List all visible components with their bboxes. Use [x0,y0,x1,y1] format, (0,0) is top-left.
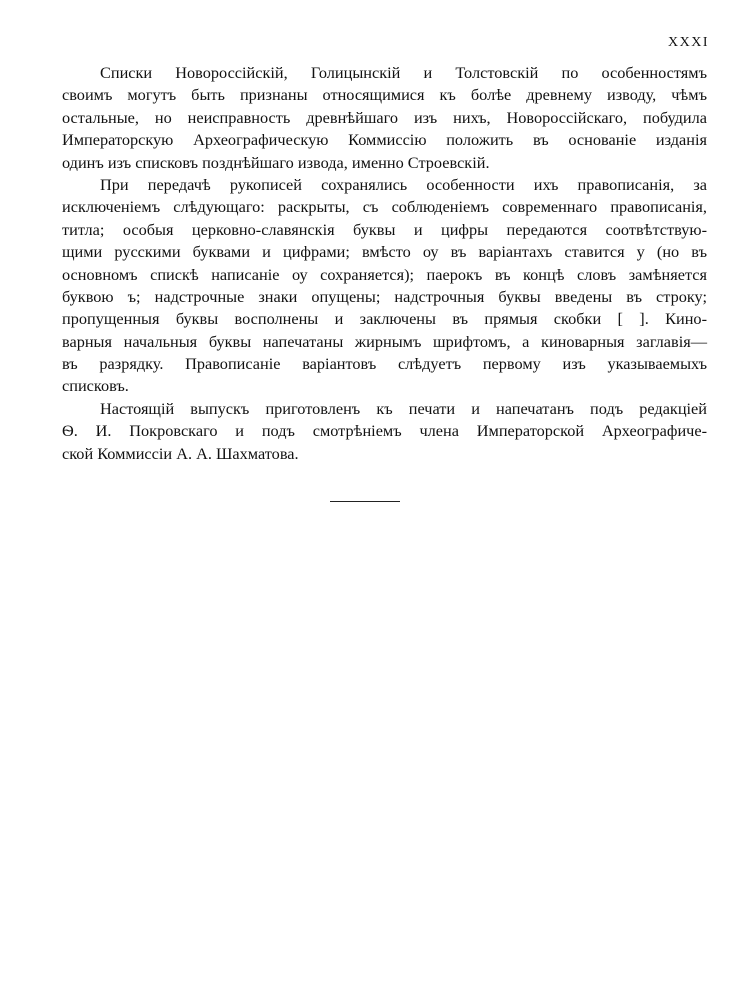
text-line: основномъ спискѣ написаніе оу сохраняется); паерокъ въ концѣ словъ замѣняется [62,264,707,284]
text-line: списковъ. [62,376,129,396]
text-line: щими русскими буквами и цифрами; вмѣсто оу въ варіантахъ ставится у (но въ [62,242,707,262]
text-line: Настоящій выпускъ приготовленъ къ печати и напечатанъ подъ редакціей [100,398,707,418]
text-line: исключеніемъ слѣдующаго: раскрыты, съ соблюденіемъ современнаго правописанія, [62,197,707,217]
text-line: ской Коммиссіи А. А. Шахматова. [62,443,299,463]
text-line: остальные, но неисправность древнѣйшаго изъ нихъ, Новороссійскаго, побудила [62,107,707,127]
text-line: буквою ъ; надстрочные знаки опущены; надстрочныя буквы введены въ строку; [62,286,707,306]
text-line: въ разрядку. Правописаніе варіантовъ слѣдуетъ первому изъ указываемыхъ [62,354,707,374]
paragraph-manuscripts [62,62,707,174]
text-line: пропущенныя буквы восполнены и заключены въ прямыя скобки [ ]. Кино- [62,309,707,329]
body-text [62,62,707,465]
text-line: своимъ могутъ быть признаны относящимися къ болѣе древнему изводу, чѣмъ [62,85,707,105]
text-line: варныя начальныя буквы напечатаны жирнымъ шрифтомъ, а киноварныя заглавія— [62,331,707,351]
text-line: одинъ изъ списковъ позднѣйшаго извода, именно Строевскій. [62,152,490,172]
paragraph-orthography [62,174,707,398]
page-number: XXXI [668,35,709,50]
section-divider [330,501,400,502]
paragraph-editors [62,398,707,465]
text-line: Списки Новороссійскій, Голицынскій и Толстовскій по особенностямъ [100,63,707,82]
text-line: Ѳ. И. Покровскаго и подъ смотрѣніемъ члена Императорской Археографиче- [62,421,707,441]
text-line: Императорскую Археографическую Коммиссію положить въ основаніе изданія [62,130,707,150]
text-line: При передачѣ рукописей сохранялись особенности ихъ правописанія, за [100,174,707,194]
text-line: титла; особыя церковно-славянскія буквы и цифры передаются соотвѣтствую- [62,219,707,239]
